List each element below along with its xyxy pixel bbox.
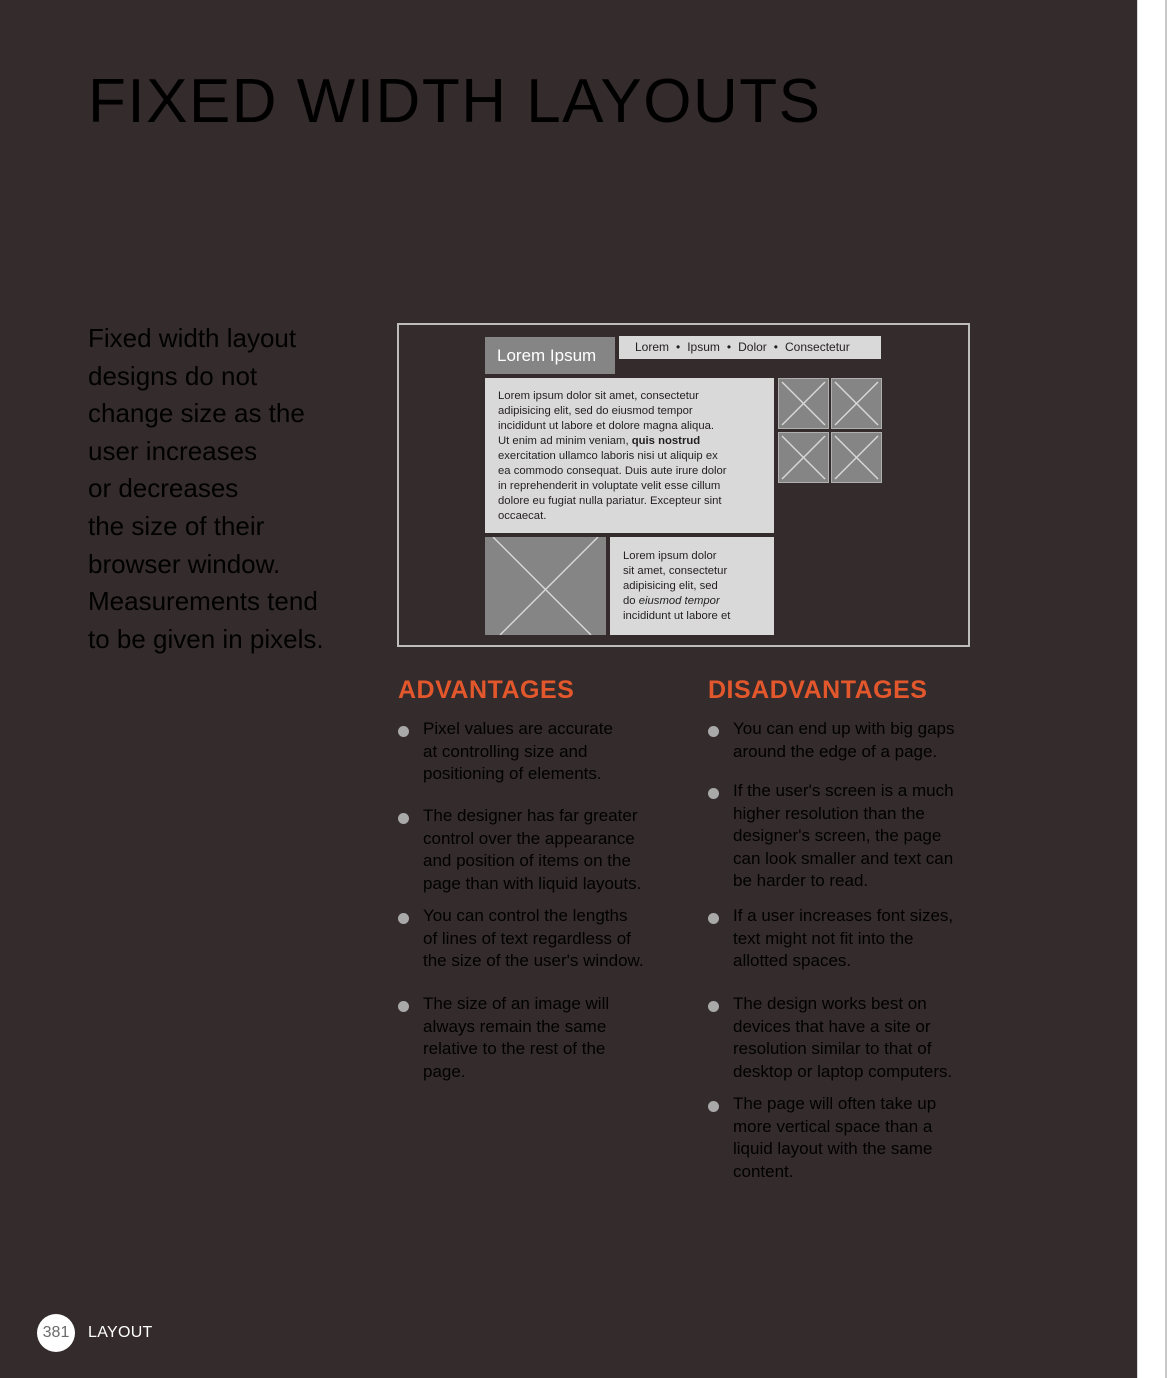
bullet-text	[733, 1093, 968, 1183]
wireframe-text-line: occaecat.	[498, 510, 547, 522]
advantages-heading: ADVANTAGES	[398, 676, 575, 704]
bullet-icon	[708, 1101, 719, 1112]
wireframe-nav	[619, 336, 881, 359]
bullet-line: The designer has far greater	[423, 806, 638, 825]
wireframe-text-line: Lorem ipsum dolor sit amet, consectetur	[498, 390, 699, 402]
bullet-line: Pixel values are accurate	[423, 719, 613, 738]
bullet-line: page.	[423, 1061, 466, 1081]
bullet-line: resolution similar to that of	[733, 1039, 932, 1059]
bullet-line: liquid layout with the same	[733, 1139, 933, 1159]
bullet-text	[733, 780, 968, 893]
wireframe-bold-text: quis nostrud	[631, 435, 701, 447]
bullet-line: be harder to read.	[733, 871, 869, 891]
bullet-line: always remain the same	[423, 1016, 607, 1036]
bullet-icon	[398, 1001, 409, 1012]
bullet-text	[423, 805, 658, 895]
bullet-line: If a user increases font sizes,	[733, 906, 954, 925]
bullet-icon	[708, 1001, 719, 1012]
bullet-line: The page will often take up	[733, 1094, 937, 1113]
intro-line: the size of their	[88, 510, 265, 541]
bullet-line: around the edge of a page.	[733, 741, 938, 761]
bullet-icon	[708, 726, 719, 737]
wireframe-nav-item: Consectetur	[785, 340, 850, 354]
intro-line: Measurements tend	[88, 586, 318, 617]
nav-separator: •	[773, 340, 778, 354]
intro-paragraph	[88, 320, 378, 658]
bullet-line: devices that have a site or	[733, 1016, 931, 1036]
bullet-text	[733, 718, 968, 763]
wireframe-caption-line: do	[623, 595, 636, 607]
bullet-line: text might not fit into the	[733, 928, 914, 948]
bullet-line: positioning of elements.	[423, 764, 602, 784]
intro-line: or decreases	[88, 473, 239, 504]
image-placeholder-icon	[831, 378, 882, 429]
wireframe-caption-line: sit amet, consectetur	[623, 565, 728, 577]
wireframe-logo: Lorem Ipsum	[485, 337, 615, 374]
bullet-line: more vertical space than a	[733, 1116, 933, 1136]
bullet-line: The design works best on	[733, 994, 927, 1013]
bullet-line: the size of the user's window.	[423, 951, 644, 971]
bullet-line: designer's screen, the page	[733, 826, 942, 846]
nav-separator: •	[726, 340, 732, 354]
bullet-line: higher resolution than the	[733, 803, 925, 823]
page-edge-line	[1165, 0, 1167, 1378]
advantage-item	[398, 993, 658, 1083]
wireframe-caption-line: adipisicing elit, sed	[623, 580, 718, 592]
bullet-text	[423, 905, 658, 973]
intro-line: user increases	[88, 435, 258, 466]
bullet-icon	[398, 813, 409, 824]
wireframe-text-line: exercitation ullamco laboris nisi ut aliquip ex	[498, 450, 718, 462]
wireframe-nav-item: Dolor	[738, 340, 767, 354]
bullet-icon	[708, 913, 719, 924]
advantage-item	[398, 718, 658, 786]
wireframe-nav-item: Ipsum	[687, 340, 720, 354]
bullet-line: relative to the rest of the	[423, 1039, 606, 1059]
wireframe-text-line: dolore eu fugiat nulla pariatur. Excepteur sint	[498, 495, 722, 507]
wireframe-text-line: incididunt ut labore et dolore magna aliqua.	[498, 420, 715, 432]
bullet-line: of lines of text regardless of	[423, 928, 631, 948]
page-number: 381	[37, 1314, 75, 1352]
bullet-line: content.	[733, 1161, 794, 1181]
bullet-line: allotted spaces.	[733, 951, 852, 971]
image-placeholder-icon	[778, 432, 829, 483]
bullet-line: and position of items on the	[423, 851, 631, 871]
image-placeholder-icon	[831, 432, 882, 483]
bullet-icon	[398, 913, 409, 924]
wireframe-nav-item: Lorem	[635, 340, 670, 354]
intro-line: browser window.	[88, 548, 281, 579]
fixed-layout-wireframe	[397, 323, 970, 647]
wireframe-text-line: adipisicing elit, sed do eiusmod tempor	[498, 405, 693, 417]
disadvantages-heading: DISADVANTAGES	[708, 676, 928, 704]
intro-line: to be given in pixels.	[88, 623, 324, 654]
wireframe-caption-line: incididunt ut labore et	[623, 610, 731, 622]
advantage-item	[398, 905, 658, 973]
bullet-line: control over the appearance	[423, 828, 635, 848]
advantage-item	[398, 805, 658, 895]
bullet-line: page than with liquid layouts.	[423, 873, 642, 893]
bullet-line: The size of an image will	[423, 994, 610, 1013]
bullet-text	[423, 993, 658, 1083]
disadvantage-item	[708, 780, 968, 893]
disadvantage-item	[708, 718, 968, 763]
bullet-line: You can control the lengths	[423, 906, 628, 925]
image-placeholder-icon	[778, 378, 829, 429]
page-title: FIXED WIDTH LAYOUTS	[88, 67, 822, 136]
wireframe-text-line: ea commodo consequat. Duis aute irure dolor	[498, 465, 727, 477]
bullet-line: at controlling size and	[423, 741, 588, 761]
wireframe-main-text	[485, 378, 774, 533]
section-label: LAYOUT	[88, 1324, 153, 1341]
bullet-text	[733, 905, 968, 973]
nav-separator: •	[676, 340, 681, 354]
wireframe-text-line: Ut enim ad minim veniam,	[498, 435, 629, 447]
bullet-line: can look smaller and text can	[733, 848, 954, 868]
bullet-text	[423, 718, 658, 786]
wireframe-italic-text: eiusmod tempor	[638, 595, 720, 607]
image-placeholder-icon	[485, 537, 606, 635]
disadvantage-item	[708, 905, 968, 973]
intro-line: Fixed width layout	[88, 323, 297, 353]
disadvantage-item	[708, 1093, 968, 1183]
bullet-line: If the user's screen is a much	[733, 781, 954, 800]
bullet-text	[733, 993, 968, 1083]
wireframe-caption-line: Lorem ipsum dolor	[623, 550, 717, 562]
bullet-icon	[708, 788, 719, 799]
bullet-icon	[398, 726, 409, 737]
bullet-line: You can end up with big gaps	[733, 719, 955, 738]
bullet-line: desktop or laptop computers.	[733, 1061, 953, 1081]
intro-line: designs do not	[88, 360, 258, 391]
intro-line: change size as the	[88, 398, 305, 429]
wireframe-text-line: in reprehenderit in voluptate velit esse cillum	[498, 480, 721, 492]
wireframe-caption	[610, 537, 774, 635]
disadvantage-item	[708, 993, 968, 1083]
